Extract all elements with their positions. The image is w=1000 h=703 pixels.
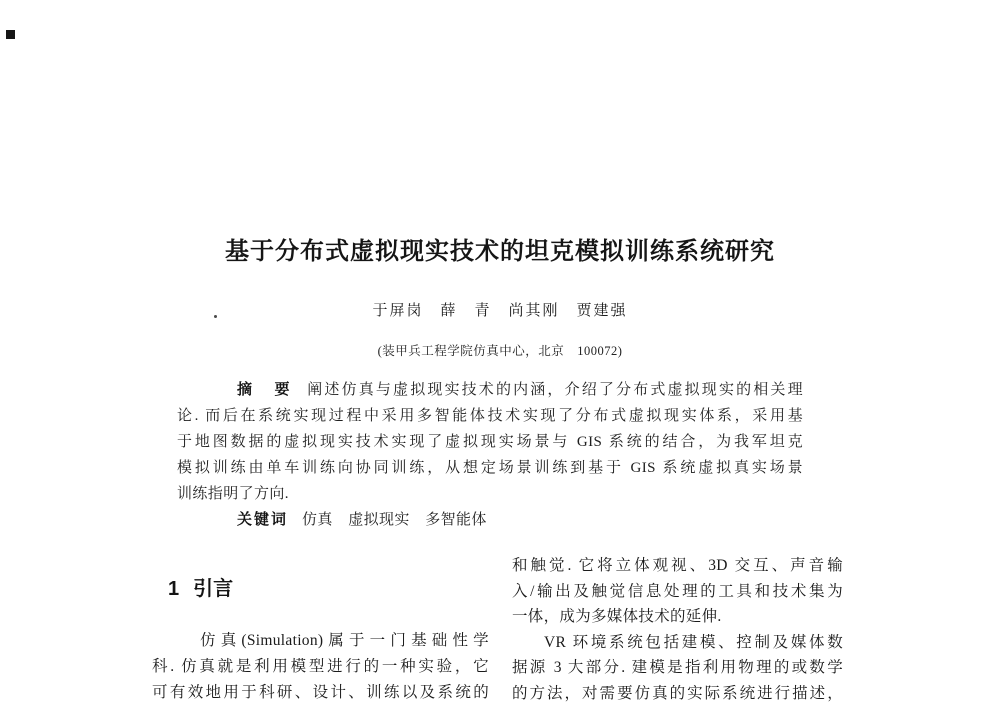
keywords-text: 仿真 虚拟现实 多智能体: [302, 512, 487, 528]
authors-line: 于屏岗 薛 青 尚其刚 贾建强: [372, 303, 628, 319]
left-col-line-1: 仿真(Simulation)属于一门基础性学: [200, 632, 489, 649]
right-column: [512, 553, 843, 703]
right-col-line-6: 的方法，对需要仿真的实际系统进行描述，: [512, 684, 843, 702]
abstract-line-1-text: 阐述仿真与虚拟现实技术的内涵，介绍了分布式虚拟现实的相关理: [307, 382, 803, 398]
right-col-line-5: 据源 3 大部分. 建模是指利用物理的或数学: [512, 659, 843, 677]
scan-artifact-mark: [6, 30, 15, 39]
section-heading: [152, 578, 489, 600]
left-column: [152, 578, 489, 703]
abstract-line-4: 模拟训练由单车训练向协同训练，从想定场景训练到基于 GIS 系统虚拟真实场景: [177, 460, 803, 476]
keywords-label: 关键词: [237, 511, 289, 528]
abstract-label: 摘 要: [237, 381, 294, 398]
right-col-line-3: 一体，成为多媒体技术的延伸.: [512, 608, 722, 626]
abstract-line-1: [177, 377, 803, 403]
affiliation-line: (装甲兵工程学院仿真中心，北京 100072): [377, 344, 623, 358]
abstract-line-5: 训练指明了方向.: [177, 486, 289, 502]
right-col-line-4: VR 环境系统包括建模、控制及媒体数: [544, 633, 843, 651]
left-col-line-2: 科. 仿真就是利用模型进行的一种实验，它: [152, 658, 489, 675]
section-number: 1: [168, 578, 180, 600]
left-col-line-3: 可有效地用于科研、设计、训练以及系统的: [152, 684, 489, 701]
right-col-line-2: 入/输出及触觉信息处理的工具和技术集为: [512, 582, 843, 600]
section-heading-text: 引言: [193, 578, 234, 600]
right-col-line-1: 和触觉. 它将立体观视、3D 交互、声音输: [512, 557, 843, 574]
paper-title: 基于分布式虚拟现实技术的坦克模拟训练系统研究: [225, 238, 775, 265]
abstract-line-2: 论. 而后在系统实现过程中采用多智能体技术实现了分布式虚拟现实体系，采用基: [177, 408, 803, 424]
abstract-block: [177, 377, 803, 533]
abstract-line-3: 于地图数据的虚拟现实技术实现了虚拟现实场景与 GIS 系统的结合，为我军坦克: [177, 434, 803, 450]
keywords-line: [177, 507, 803, 533]
